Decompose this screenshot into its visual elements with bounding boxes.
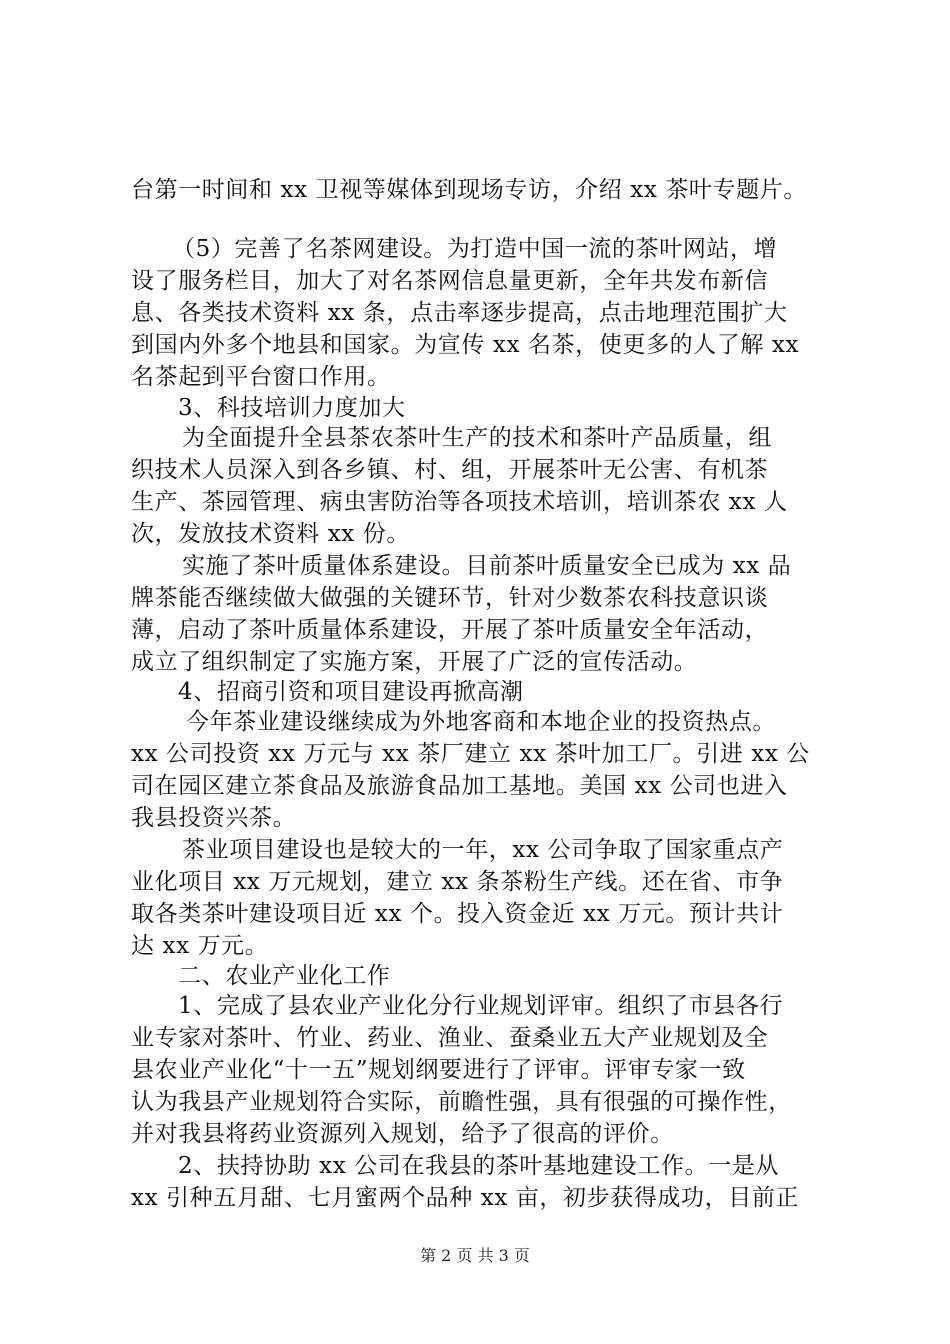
text-line: 台第一时间和 xx 卫视等媒体到现场专访，介绍 xx 茶叶专题片。 — [131, 177, 807, 203]
text-line: 生产、茶园管理、病虫害防治等各项技术培训，培训茶农 xx 人 — [131, 489, 788, 515]
text-line: 今年茶业建设继续成为外地客商和本地企业的投资热点。 — [186, 709, 776, 735]
text-line: 实施了茶叶质量体系建设。目前茶叶质量安全已成为 xx 品 — [182, 553, 792, 579]
section-heading: 二、农业产业化工作 — [178, 963, 391, 989]
section-heading: 4、招商引资和项目建设再掀高潮 — [178, 679, 524, 705]
text-line: 我县投资兴茶。 — [131, 805, 297, 831]
text-line: 成立了组织制定了实施方案，开展了广泛的宣传活动。 — [131, 649, 698, 675]
text-line: 取各类茶叶建设项目近 xx 个。投入资金近 xx 万元。预计共计 — [131, 901, 784, 927]
text-line: 到国内外多个地县和国家。为宣传 xx 名茶，使更多的人了解 xx — [131, 332, 800, 358]
text-line: 为全面提升全县茶农茶叶生产的技术和茶叶产品质量，组 — [182, 425, 772, 451]
text-line: 认为我县产业规划符合实际，前瞻性强，具有很强的可操作性， — [131, 1089, 792, 1115]
text-line: 县农业产业化“十一五”规划纲要进行了评审。评审专家一致 — [131, 1057, 746, 1083]
text-line: 薄，启动了茶叶质量体系建设，开展了茶叶质量安全年活动， — [131, 617, 769, 643]
text-line: xx 公司投资 xx 万元与 xx 茶厂建立 xx 茶叶加工厂。引进 xx 公 — [131, 741, 810, 767]
text-line: （5）完善了名茶网建设。为打造中国一流的茶叶网站，增 — [172, 236, 778, 262]
text-line: 业专家对茶叶、竹业、药业、渔业、蚕桑业五大产业规划及全 — [131, 1025, 769, 1051]
text-line: 牌茶能否继续做大做强的关键环节，针对少数茶农科技意识谈 — [131, 585, 769, 611]
text-line: 业化项目 xx 万元规划，建立 xx 条茶粉生产线。还在省、市争 — [131, 869, 784, 895]
text-line: 设了服务栏目，加大了对名茶网信息量更新，全年共发布新信 — [131, 268, 769, 294]
text-line: 息、各类技术资料 xx 条，点击率逐步提高，点击地理范围扩大 — [131, 300, 788, 326]
text-line: 2、扶持协助 xx 公司在我县的茶叶基地建设工作。一是从 — [178, 1153, 779, 1179]
text-line: 茶业项目建设也是较大的一年，xx 公司争取了国家重点产 — [182, 837, 784, 863]
section-heading: 3、科技培训力度加大 — [178, 395, 406, 421]
text-line: 并对我县将药业资源列入规划，给予了很高的评价。 — [131, 1121, 674, 1147]
text-line: 次，发放技术资料 xx 份。 — [131, 521, 410, 547]
text-line: 司在园区建立茶食品及旅游食品加工基地。美国 xx 公司也进入 — [131, 773, 788, 799]
text-line: 1、完成了县农业产业化分行业规划评审。组织了市县各行 — [178, 993, 784, 1019]
text-line: 达 xx 万元。 — [131, 933, 269, 959]
text-line: 名茶起到平台窗口作用。 — [131, 364, 391, 390]
text-line: xx 引种五月甜、七月蜜两个品种 xx 亩，初步获得成功，目前正 — [131, 1185, 800, 1211]
page-footer: 第 2 页 共 3 页 — [420, 1246, 530, 1265]
text-line: 织技术人员深入到各乡镇、村、组，开展茶叶无公害、有机茶 — [131, 457, 769, 483]
